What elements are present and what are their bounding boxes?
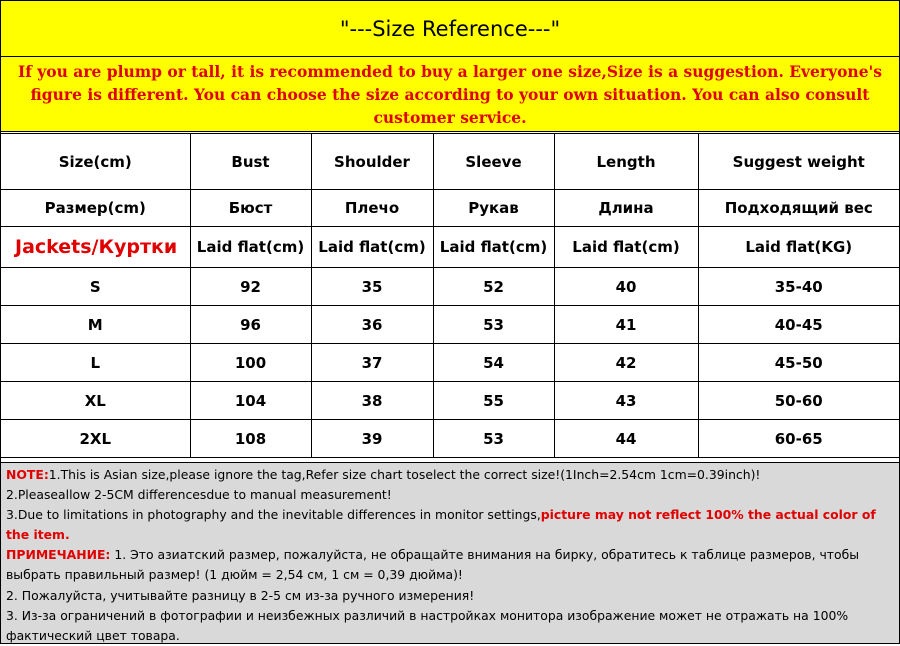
cell-bust: 96	[190, 306, 311, 344]
ru-note-line-1	[6, 545, 893, 585]
header-ru-shoulder: Плечо	[311, 190, 433, 227]
cell-suggest-weight: 35-40	[698, 268, 899, 306]
header-bust: Bust	[190, 134, 311, 190]
cell-bust: 108	[190, 420, 311, 458]
size-table	[1, 133, 899, 458]
cell-sleeve: 53	[433, 420, 554, 458]
cell-sleeve: 53	[433, 306, 554, 344]
header-sleeve: Sleeve	[433, 134, 554, 190]
table-row	[1, 344, 899, 382]
cell-bust: 104	[190, 382, 311, 420]
cell-shoulder: 37	[311, 344, 433, 382]
unit-suggest-weight: Laid flat(KG)	[698, 227, 899, 268]
header-ru-length: Длина	[554, 190, 698, 227]
cell-size: L	[1, 344, 190, 382]
header-ru-bust: Бюст	[190, 190, 311, 227]
cell-shoulder: 36	[311, 306, 433, 344]
cell-suggest-weight: 60-65	[698, 420, 899, 458]
size-reference-title: "---Size Reference---"	[1, 1, 899, 57]
cell-length: 44	[554, 420, 698, 458]
cell-shoulder: 39	[311, 420, 433, 458]
cell-bust: 100	[190, 344, 311, 382]
cell-sleeve: 52	[433, 268, 554, 306]
notes-panel	[1, 462, 899, 643]
ru-note-1: 1. Это азиатский размер, пожалуйста, не обращайте внимания на бирку, обратитесь к таблице размеров, чтобы выбрать правильный размер! (1 дюйм = 2,54 см, 1 см = 0,39 дюйма)!	[6, 547, 860, 583]
cell-size: XL	[1, 382, 190, 420]
cell-size: S	[1, 268, 190, 306]
header-length: Length	[554, 134, 698, 190]
category-label: Jackets/Куртки	[1, 227, 190, 268]
note-3-color-warning: picture may not reflect 100% the actual color of the item.	[6, 507, 876, 543]
cell-length: 41	[554, 306, 698, 344]
note-label: NOTE:	[6, 467, 49, 482]
cell-sleeve: 55	[433, 382, 554, 420]
ru-note-2: 2. Пожалуйста, учитывайте разницу в 2-5 см из-за ручного измерения!	[6, 587, 475, 603]
table-row	[1, 268, 899, 306]
header-size: Size(cm)	[1, 134, 190, 190]
cell-suggest-weight: 45-50	[698, 344, 899, 382]
cell-bust: 92	[190, 268, 311, 306]
size-table-body	[1, 134, 899, 458]
cell-size: 2XL	[1, 420, 190, 458]
table-row	[1, 420, 899, 458]
size-warning: If you are plump or tall, it is recommended to buy a larger one size,Size is a suggestion. Everyone's figure is different. You can choose the size according to your own situation. You can also consult customer service.	[1, 57, 899, 132]
unit-bust: Laid flat(cm)	[190, 227, 311, 268]
header-suggest-weight: Suggest weight	[698, 134, 899, 190]
unit-length: Laid flat(cm)	[554, 227, 698, 268]
note-line-3	[6, 505, 893, 545]
header-row-ru	[1, 190, 899, 227]
cell-length: 43	[554, 382, 698, 420]
note-1: 1.This is Asian size,please ignore the tag,Refer size chart toselect the correct size!(1Inch=2.54cm 1cm=0.39inch)!	[48, 467, 761, 482]
units-row	[1, 227, 899, 268]
cell-shoulder: 35	[311, 268, 433, 306]
header-shoulder: Shoulder	[311, 134, 433, 190]
note-line-2: 2.Pleaseallow 2-5CM differencesdue to manual measurement!	[6, 487, 392, 503]
cell-sleeve: 54	[433, 344, 554, 382]
table-row	[1, 382, 899, 420]
note-3: 3.Due to limitations in photography and the inevitable differences in monitor settings,	[6, 507, 541, 523]
header-ru-size: Размер(cm)	[1, 190, 190, 227]
cell-suggest-weight: 50-60	[698, 382, 899, 420]
table-row	[1, 306, 899, 344]
cell-shoulder: 38	[311, 382, 433, 420]
unit-shoulder: Laid flat(cm)	[311, 227, 433, 268]
note-line-1	[6, 465, 893, 485]
header-row-en	[1, 134, 899, 190]
cell-suggest-weight: 40-45	[698, 306, 899, 344]
cell-length: 40	[554, 268, 698, 306]
ru-note-label: ПРИМЕЧАНИЕ:	[6, 547, 111, 563]
header-ru-suggest-weight: Подходящий вес	[698, 190, 899, 227]
unit-sleeve: Laid flat(cm)	[433, 227, 554, 268]
header-ru-sleeve: Рукав	[433, 190, 554, 227]
ru-note-3: 3. Из-за ограничений в фотографии и неизбежных различий в настройках монитора изображение может не отражать на 100% фактический цвет товара.	[6, 607, 849, 643]
cell-size: M	[1, 306, 190, 344]
cell-length: 42	[554, 344, 698, 382]
